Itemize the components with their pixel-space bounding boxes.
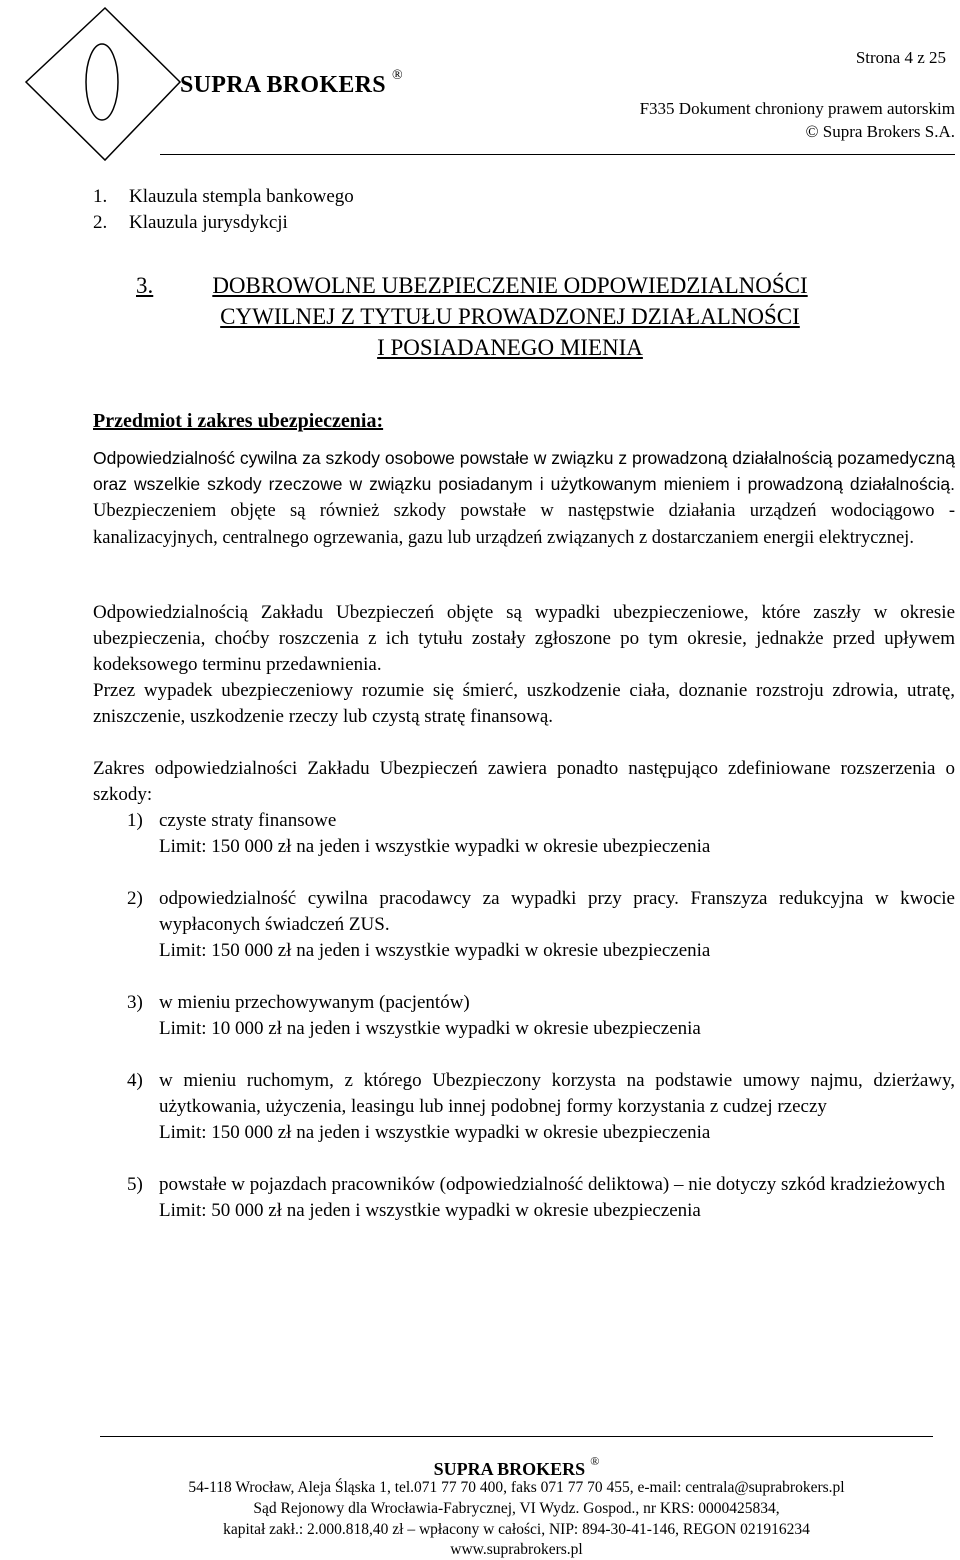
section-heading: [120, 270, 900, 363]
list-item: [93, 1172, 955, 1224]
list-item-text: powstałe w pojazdach pracowników (odpowiedzialność deliktowa) – nie dotyczy szkód kradzieżowych: [159, 1174, 946, 1195]
list-item: [93, 808, 955, 860]
registered-mark: ®: [391, 68, 403, 83]
page-number: Strona 4 z 25: [855, 48, 946, 67]
paragraph-scope-part1: Odpowiedzialność cywilna za szkody osobowe powstałe w związku z prowadzoną działalnością pozamedyczną oraz wszelkie szkody rzeczowe w związku posiadanym i użytkowanym mieniem i prowadzoną działalnością.: [93, 448, 955, 494]
list-item-number: 3): [127, 992, 143, 1013]
footer-brand-text: SUPRA BROKERS: [433, 1459, 586, 1479]
footer-address: 54-118 Wrocław, Aleja Śląska 1, tel.071 77 70 400, faks 071 77 70 455, e-mail: centrala@suprabrokers.pl: [188, 1479, 845, 1496]
list-item-number: 4): [127, 1070, 143, 1091]
list-item-text: Klauzula jurysdykcji: [129, 212, 288, 233]
clause-list: [93, 184, 593, 236]
header-divider: [160, 154, 955, 155]
list-item: [93, 210, 593, 236]
list-item-limit: Limit: 150 000 zł na jeden i wszystkie wypadki w okresie ubezpieczenia: [159, 1122, 711, 1143]
header-brand: [180, 62, 403, 103]
footer-website: www.suprabrokers.pl: [450, 1541, 583, 1558]
footer-capital-tax: kapitał zakł.: 2.000.818,40 zł – wpłacony w całości, NIP: 894-30-41-146, REGON 021916234: [223, 1521, 810, 1538]
paragraph-scope: [93, 445, 955, 551]
list-item-limit: Limit: 150 000 zł na jeden i wszystkie wypadki w okresie ubezpieczenia: [159, 940, 711, 961]
paragraph-scope-part2: Ubezpieczeniem objęte są również szkody powstałe w następstwie działania urządzeń wodociągowo - kanalizacyjnych, centralnego ogrzewania, gazu lub urządzeń związanych z dostarczaniem energii elektrycznej.: [93, 501, 955, 548]
footer-registered-mark: ®: [590, 1454, 600, 1468]
list-item-limit: Limit: 10 000 zł na jeden i wszystkie wypadki w okresie ubezpieczenia: [159, 1018, 701, 1039]
list-item-text: odpowiedzialność cywilna pracodawcy za wypadki przy pracy. Franszyza redukcyjna w kwocie wypłaconych świadczeń ZUS.: [159, 888, 955, 935]
document-protection-note: F335 Dokument chroniony prawem autorskim: [639, 99, 955, 118]
section-title-line: CYWILNEJ Z TYTUŁU PROWADZONEJ DZIAŁALNOŚCI: [220, 304, 800, 329]
section-title-line: DOBROWOLNE UBEZPIECZENIE ODPOWIEDZIALNOŚCI: [212, 273, 808, 298]
list-item: [93, 990, 955, 1042]
paragraph-liability: Odpowiedzialnością Zakładu Ubezpieczeń objęte są wypadki ubezpieczeniowe, które zaszły w okresie ubezpieczenia, choćby roszczenia z ich tytułu zostały zgłoszone po tym okresie, jednakże przed upływem kodeksowego terminu przedawnienia.: [93, 602, 955, 675]
list-item-text: w mieniu ruchomym, z którego Ubezpieczony korzysta na podstawie umowy najmu, dzierżawy, użytkowania, użyczenia, leasingu lub innej podobnej formy korzystania z cudzej rzeczy: [159, 1070, 955, 1117]
subheading: Przedmiot i zakres ubezpieczenia:: [93, 410, 384, 432]
footer-divider: [100, 1436, 933, 1437]
section-number: 3.: [136, 273, 154, 298]
list-item-number: 1.: [93, 186, 108, 207]
list-item-text: Klauzula stempla bankowego: [129, 186, 354, 207]
extensions-list: [93, 808, 955, 1224]
list-item-number: 2): [127, 888, 143, 909]
list-item-text: czyste straty finansowe: [159, 810, 337, 831]
list-item-number: 5): [127, 1174, 143, 1195]
list-item-limit: Limit: 150 000 zł na jeden i wszystkie wypadki w okresie ubezpieczenia: [159, 836, 711, 857]
supra-logo-icon: [12, 4, 182, 164]
list-item-number: 2.: [93, 212, 108, 233]
list-item-text: w mieniu przechowywanym (pacjentów): [159, 992, 470, 1013]
list-item-limit: Limit: 50 000 zł na jeden i wszystkie wypadki w okresie ubezpieczenia: [159, 1200, 701, 1221]
header-brand-text: SUPRA BROKERS: [180, 72, 386, 98]
section-title-line: I POSIADANEGO MIENIA: [377, 335, 643, 360]
copyright-note: © Supra Brokers S.A.: [805, 122, 955, 141]
paragraph-extensions: Zakres odpowiedzialności Zakładu Ubezpieczeń zawiera ponadto następująco zdefiniowane rozszerzenia o szkody:: [93, 758, 955, 805]
list-item: [93, 886, 955, 964]
list-item: [93, 1068, 955, 1146]
footer-court-registry: Sąd Rejonowy dla Wrocławia-Fabrycznej, VI Wydz. Gospod., nr KRS: 0000425834,: [253, 1500, 780, 1517]
list-item: [93, 184, 593, 210]
paragraph-definition: Przez wypadek ubezpieczeniowy rozumie się śmierć, uszkodzenie ciała, doznanie rozstroju zdrowia, utratę, zniszczenie, uszkodzenie rzeczy lub czystą stratę finansową.: [93, 680, 955, 727]
list-item-number: 1): [127, 810, 143, 831]
